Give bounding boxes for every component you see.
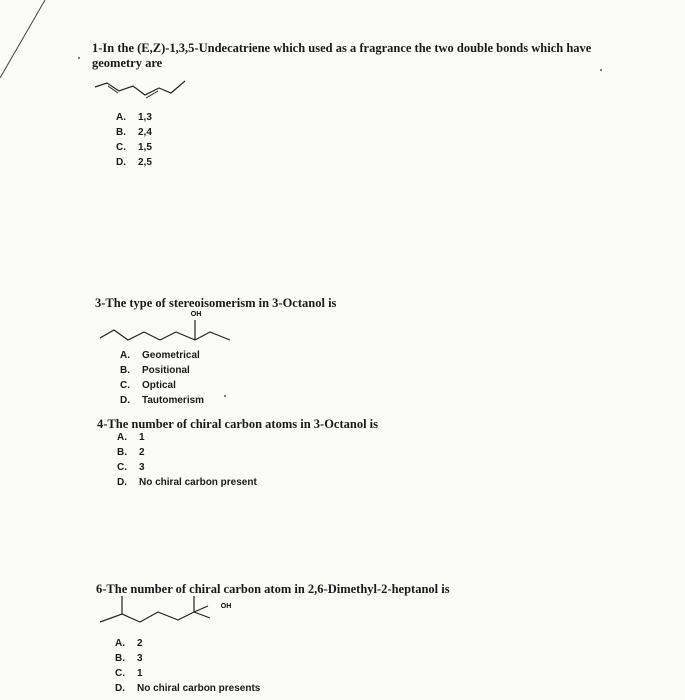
option-a[interactable]: A. Geometrical <box>120 350 200 361</box>
page-edge-line <box>0 0 60 80</box>
question-6-options <box>115 636 260 696</box>
question-1-options <box>116 110 152 170</box>
undecatriene-structure <box>95 75 195 105</box>
option-b[interactable]: B. 3 <box>115 653 143 664</box>
option-b[interactable]: B. Positional <box>120 365 190 376</box>
question-3-options <box>120 348 204 408</box>
question-1-title: 1-In the (E,Z)-1,3,5-Undecatriene which used as a fragrance the two double bonds which have geometry are <box>92 41 592 70</box>
octanol-structure <box>100 308 250 348</box>
stray-mark <box>78 57 80 59</box>
option-c[interactable]: C. 1 <box>115 668 143 679</box>
option-d[interactable]: D. No chiral carbon presents <box>115 683 261 694</box>
option-b[interactable]: B. 2,4 <box>116 127 152 138</box>
option-d[interactable]: D. No chiral carbon present <box>117 477 257 488</box>
dimethylheptanol-structure <box>100 594 250 634</box>
question-4-title: 4-The number of chiral carbon atoms in 3-Octanol is <box>97 417 379 431</box>
option-c[interactable]: C. 3 <box>117 462 145 473</box>
hydroxyl-label: OH <box>220 603 232 610</box>
option-c[interactable]: C. Optical <box>120 380 176 391</box>
question-6-title: 6-The number of chiral carbon atom in 2,6-Dimethyl-2-heptanol is <box>96 582 450 596</box>
option-a[interactable]: A. 1,3 <box>116 112 152 123</box>
option-d[interactable]: D. 2,5 <box>116 157 152 168</box>
option-c[interactable]: C. 1,5 <box>116 142 152 153</box>
stray-mark <box>600 69 602 71</box>
stray-mark <box>224 395 226 397</box>
option-b[interactable]: B. 2 <box>117 447 145 458</box>
option-d[interactable]: D. Tautomerism <box>120 395 205 406</box>
question-3-title: 3-The type of stereoisomerism in 3-Octanol is <box>95 296 337 310</box>
hydroxyl-label: OH <box>190 311 202 318</box>
option-a[interactable]: A. 1 <box>117 432 145 443</box>
option-a[interactable]: A. 2 <box>115 638 143 649</box>
question-4-options <box>117 430 257 490</box>
